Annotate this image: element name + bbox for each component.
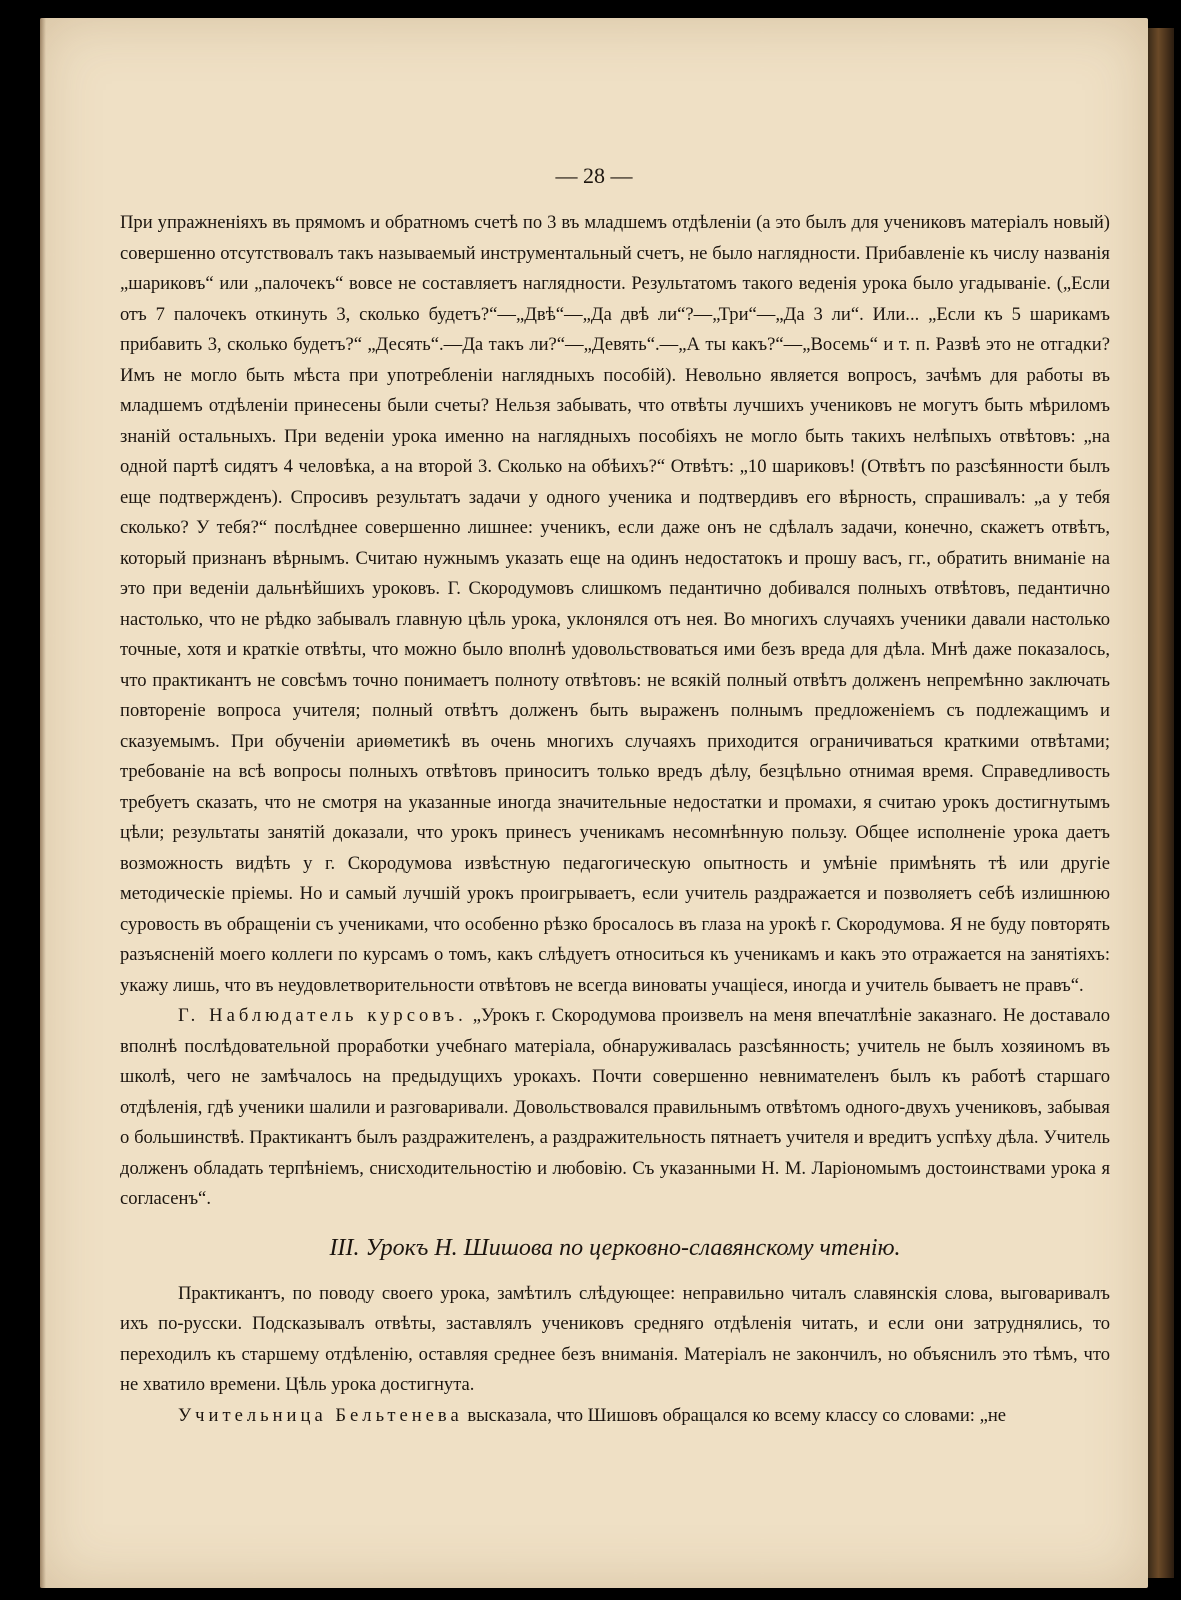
paragraph-2 <box>120 1001 1110 1215</box>
paragraph-4-text: высказала, что Шишовъ обращался ко всему классу со словами: „не <box>462 1404 1007 1426</box>
paragraph-4-speaker: Учительница Бельтенева <box>178 1404 463 1426</box>
page-number: — 28 — <box>555 163 633 188</box>
document-page <box>40 18 1148 1588</box>
paragraph-2-speaker: Г. Наблюдатель курсовъ. <box>178 1005 467 1026</box>
paragraph-3: Практикантъ, по поводу своего урока, замѣтилъ слѣдующее: неправильно читалъ славянскiя слова, выговаривалъ ихъ по-русски. Подсказывалъ отвѣты, заставлялъ учениковъ средняго отдѣленiя читать, и если они затруднялись, то переходилъ къ старшему отдѣленiю, оставляя среднее безъ вниманiя. Матерiалъ не закончилъ, но объяснилъ это тѣмъ, что не хватило времени. Цѣль урока достигнута. <box>120 1282 1110 1395</box>
section-title: III. Урокъ Н. Шишова по церковно-славянскому чтенiю. <box>329 1234 901 1261</box>
section-body <box>120 1279 1110 1432</box>
main-text <box>120 208 1110 1431</box>
book-edge <box>1148 28 1174 1578</box>
page-shadow <box>40 18 46 1588</box>
paragraph-2-text: „Урокъ г. Скородумова произвелъ на меня впечатлѣнiе заказнаго. Не доставало вполнѣ послѣдовательной проработки учебнаго матерiала, обнаруживалась разсѣянность; учитель не былъ хозяиномъ въ школѣ, чего не замѣчалось на предыдущихъ урокахъ. Почти совершенно невнимателенъ былъ къ работѣ старшаго отдѣленiя, гдѣ ученики шалили и разговаривали. Довольствовался правильнымъ отвѣтомъ одного-двухъ учениковъ, забывая о большинствѣ. Практикантъ былъ раздражителенъ, а раздражительность пятнаетъ учителя и вредитъ успѣху дѣла. Учитель долженъ обладать терпѣнiемъ, снисходительностiю и любовiю. Съ указанными Н. М. Ларiономымъ достоинствами урока я согласенъ“. <box>120 1005 1110 1209</box>
paragraph-4 <box>120 1401 1110 1432</box>
paragraph-1: При упражненiяхъ въ прямомъ и обратномъ счетѣ по 3 въ младшемъ отдѣленiи (а это былъ для учениковъ матерiалъ новый) совершенно отсутствовалъ такъ называемый инструментальный счетъ, не было наглядности. Прибавленiе къ числу названiя „шариковъ“ или „палочекъ“ вовсе не составляетъ наглядности. Результатомъ такого веденiя урока было угадыванiе. („Если отъ 7 палочекъ откинуть 3, сколько будетъ?“—„Двѣ“—„Да двѣ ли“?—„Три“—„Да 3 ли“. Или... „Если къ 5 шарикамъ прибавить 3, сколько будетъ?“ „Десять“.—Да такъ ли?“—„Девять“.—„А ты какъ?“—„Восемь“ и т. п. Развѣ это не отгадки? Имъ не могло быть мѣста при употребленiи наглядныхъ пособiй). Невольно является вопросъ, зачѣмъ для работы въ младшемъ отдѣленiи принесены были счеты? Нельзя забывать, что отвѣты лучшихъ учениковъ не могутъ быть мѣриломъ знанiй остальныхъ. При веденiи урока именно на наглядныхъ пособiяхъ не могло быть такихъ нелѣпыхъ отвѣтовъ: „на одной партѣ сидятъ 4 человѣка, а на второй 3. Сколько на обѣихъ?“ Отвѣтъ: „10 шариковъ! (Отвѣтъ по разсѣянности былъ еще подтвержденъ). Спросивъ результатъ задачи у одного ученика и подтвердивъ его вѣрность, спрашивалъ: „а у тебя сколько? У тебя?“ послѣднее совершенно лишнее: ученикъ, если даже онъ не сдѣлалъ задачи, конечно, скажетъ отвѣтъ, который признанъ вѣрнымъ. Считаю нужнымъ указать еще на одинъ недостатокъ и прошу васъ, гг., обратить вниманiе на это при веденiи дальнѣйшихъ уроковъ. Г. Скородумовъ слишкомъ педантично добивался полныхъ отвѣтовъ, педантично настолько, что не рѣдко забывалъ главную цѣль урока, уклонялся отъ нея. Во многихъ случаяхъ ученики давали настолько точные, хотя и краткiе отвѣты, что можно было вполнѣ удовольствоваться ими безъ вреда для дѣла. Мнѣ даже показалось, что практикантъ не совсѣмъ точно понимаетъ полноту отвѣтовъ: не всякiй полный отвѣтъ долженъ непремѣнно заключать повторенiе вопроса учителя; полный отвѣтъ долженъ быть выраженъ полнымъ предложенiемъ съ подлежащимъ и сказуемымъ. При обученiи ариѳметикѣ въ очень многихъ случаяхъ приходится ограничиваться краткими отвѣтами; требованiе на всѣ вопросы полныхъ отвѣтовъ приноситъ только вредъ дѣлу, безцѣльно отнимая время. Справедливость требуетъ сказать, что не смотря на указанные иногда значительные недостатки и промахи, я считаю урокъ достигнутымъ цѣли; результаты занятiй доказали, что урокъ принесъ ученикамъ несомнѣнную пользу. Общее исполненiе урока даетъ возможность видѣть у г. Скородумова извѣстную педагогическую опытность и умѣнiе примѣнять тѣ или другiе методическiе прiемы. Но и самый лучшiй урокъ проигрываетъ, если учитель раздражается и позволяетъ себѣ излишнюю суровость въ обращенiи съ учениками, что особенно рѣзко бросалось въ глаза на урокѣ г. Скородумова. Я не буду повторять разъясненiй моего коллеги по курсамъ о томъ, какъ слѣдуетъ относиться къ ученикамъ и какъ это отражается на занятiяхъ: укажу лишь, что въ неудовлетворительности отвѣтовъ не всегда виноваты учащiеся, иногда и учитель бываетъ не правъ“. <box>120 212 1110 996</box>
